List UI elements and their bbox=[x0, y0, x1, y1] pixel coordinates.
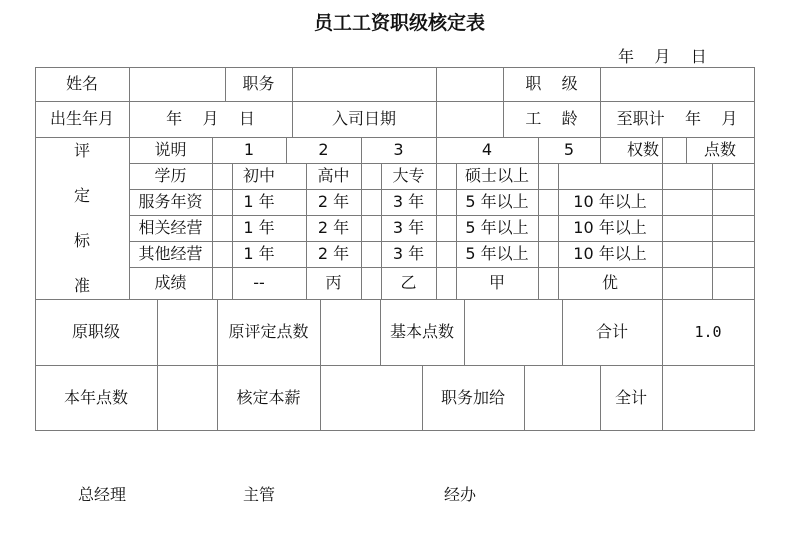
name-label: 姓名 bbox=[65, 74, 98, 93]
eval-row-label: 服务年资 bbox=[138, 192, 203, 211]
eval-desc-header: 说明 bbox=[154, 140, 187, 159]
eval-cell: 2 年 bbox=[317, 192, 350, 211]
supervisor-signature-label: 主管 bbox=[243, 485, 276, 504]
eval-side-label: 标 bbox=[73, 231, 90, 250]
eval-cell: 硕士以上 bbox=[464, 166, 529, 185]
eval-row-label: 相关经营 bbox=[138, 218, 203, 237]
eval-col-header: 5 bbox=[563, 140, 575, 159]
eval-row-label: 学历 bbox=[154, 166, 187, 185]
form-title: 员工工资职级核定表 bbox=[313, 12, 485, 34]
eval-cell: 5 年以上 bbox=[465, 218, 529, 237]
eval-cell: 大专 bbox=[392, 166, 425, 185]
eval-cell: 3 年 bbox=[392, 244, 425, 263]
form-date-line: 年 月 日 bbox=[618, 47, 707, 66]
position-bonus-label: 职务加给 bbox=[440, 388, 505, 407]
eval-side-label: 准 bbox=[73, 275, 90, 295]
eval-side-label: 定 bbox=[73, 186, 90, 205]
to-date-label: 至职计 年 月 bbox=[616, 109, 738, 128]
base-points-label: 基本点数 bbox=[389, 322, 454, 341]
eval-cell: 优 bbox=[601, 273, 618, 292]
eval-cell: 1 年 bbox=[243, 192, 275, 211]
eval-col-header: 3 bbox=[393, 140, 404, 159]
general-manager-signature-label: 总经理 bbox=[78, 485, 127, 504]
total-value: 1.0 bbox=[694, 322, 722, 341]
eval-cell: 10 年以上 bbox=[573, 218, 647, 237]
birth-value: 年 月 日 bbox=[166, 109, 255, 128]
eval-cell: 3 年 bbox=[392, 192, 425, 211]
eval-col-header: 1 bbox=[243, 140, 255, 159]
eval-cell: 3 年 bbox=[392, 218, 425, 237]
year-points-label: 本年点数 bbox=[63, 388, 128, 407]
eval-points-header: 点数 bbox=[703, 140, 736, 159]
eval-cell: 10 年以上 bbox=[573, 244, 647, 263]
eval-cell: 2 年 bbox=[317, 244, 350, 263]
eval-side-label: 评 bbox=[73, 141, 90, 160]
rank-label: 职 级 bbox=[525, 74, 578, 93]
eval-col-header: 4 bbox=[481, 140, 493, 159]
grand-total-label: 全计 bbox=[614, 388, 647, 407]
eval-weight-header: 权数 bbox=[626, 140, 659, 159]
eval-row-label: 成绩 bbox=[154, 273, 187, 292]
orig-rank-label: 原职级 bbox=[71, 322, 120, 341]
eval-cell: -- bbox=[253, 273, 265, 292]
position-label: 职务 bbox=[242, 74, 275, 93]
eval-cell: 高中 bbox=[317, 166, 350, 185]
eval-cell: 1 年 bbox=[243, 218, 275, 237]
eval-cell: 丙 bbox=[325, 273, 342, 292]
eval-cell: 10 年以上 bbox=[573, 192, 647, 211]
seniority-label: 工 龄 bbox=[525, 109, 578, 128]
eval-col-header: 2 bbox=[318, 140, 329, 159]
eval-cell: 5 年以上 bbox=[465, 192, 529, 211]
total-label: 合计 bbox=[595, 322, 628, 341]
handler-signature-label: 经办 bbox=[444, 485, 477, 504]
eval-cell: 初中 bbox=[242, 166, 275, 185]
eval-row-label: 其他经营 bbox=[138, 244, 203, 263]
eval-cell: 2 年 bbox=[317, 218, 350, 237]
eval-cell: 乙 bbox=[400, 273, 417, 292]
eval-cell: 1 年 bbox=[243, 244, 275, 263]
eval-cell: 5 年以上 bbox=[465, 244, 529, 263]
approved-salary-label: 核定本薪 bbox=[236, 388, 301, 407]
birth-label: 出生年月 bbox=[49, 109, 114, 128]
eval-cell: 甲 bbox=[488, 273, 505, 292]
join-date-label: 入司日期 bbox=[331, 109, 396, 128]
orig-points-label: 原评定点数 bbox=[228, 322, 309, 341]
